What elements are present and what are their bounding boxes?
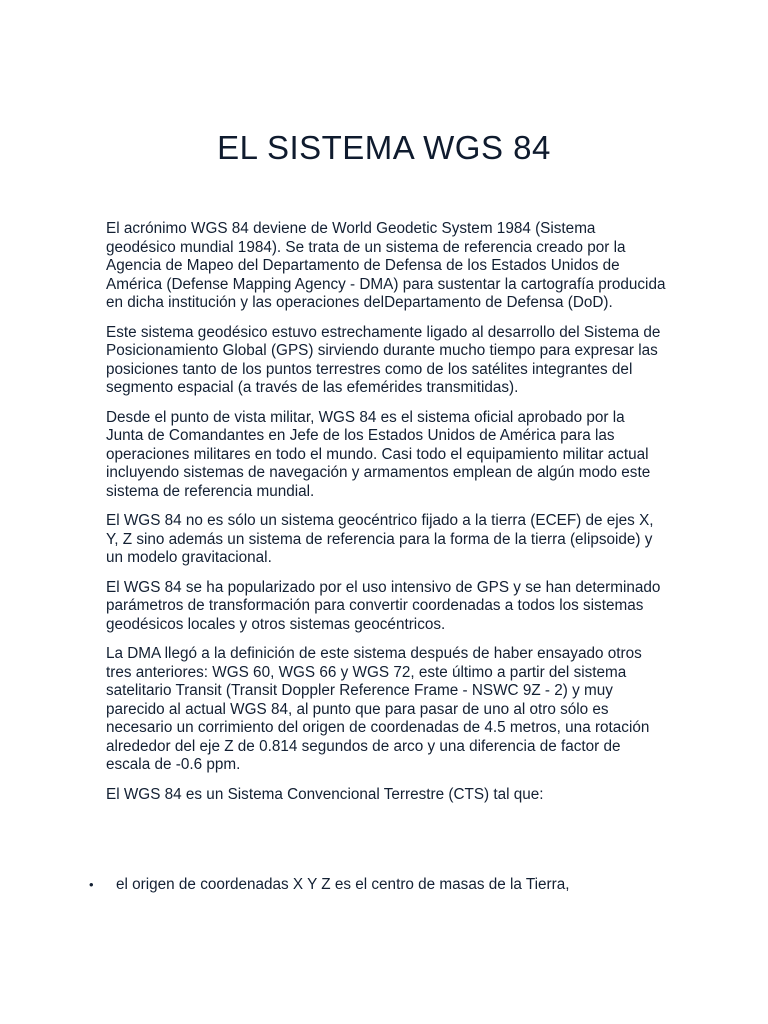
- paragraph-gps-relation-line-2: Posicionamiento Global (GPS) sirviendo durante mucho tiempo para expresar las posiciones tanto de los puntos terrestres como de los satélites integrantes del segmento espacial (a través de las efemérides transmitidas).: [106, 342, 658, 396]
- list-item: [0, 876, 768, 895]
- bullet-dot-icon: •: [89, 877, 94, 892]
- paragraph-military-use: Desde el punto de vista militar, WGS 84 es el sistema oficial aprobado por la Junta de Comandantes en Jefe de los Estados Unidos de América para las operaciones militares en todo el mundo. Casi todo el equipamiento militar actual incluyendo sistemas de navegación y armamentos emplean de algún modo este sistema de referencia mundial.: [106, 408, 651, 500]
- bullet-list: [0, 876, 768, 895]
- list-item-text: el origen de coordenadas X Y Z es el centro de masas de la Tierra,: [116, 876, 570, 893]
- paragraph-wgs84-acronym: El acrónimo WGS 84 deviene de World Geodetic System 1984 (Sistema geodésico mundial 1984). Se trata de un sistema de referencia creado por la Agencia de Mapeo del Departamento de Defensa de los Estados Unidos de América (Defense Mapping Agency - DMA) para sustentar la cartografía producida en dicha institución y las operaciones delDepartamento de Defensa (DoD).: [106, 220, 666, 311]
- document-body: [106, 220, 666, 815]
- document-title: EL SISTEMA WGS 84: [217, 129, 551, 166]
- paragraph-dma-history: La DMA llegó a la definición de este sistema después de haber ensayado otros tres anteriores: WGS 60, WGS 66 y WGS 72, este último a partir del sistema satelitario Transit (Transit Doppler Reference Frame - NSWC 9Z - 2) y muy parecido al actual WGS 84, al punto que para pasar de uno al otro sólo es necesario un corrimiento del origen de coordenadas de 4.5 metros, una rotación alrededor del eje Z de 0.814 segundos de arco y una diferencia de factor de escala de -0.6 ppm.: [106, 645, 650, 773]
- paragraph-gps-relation: [106, 324, 666, 398]
- paragraph-gps-relation-line-1: Este sistema geodésico estuvo estrechamente ligado al desarrollo del Sistema de: [106, 323, 661, 341]
- paragraph-ecef: El WGS 84 no es sólo un sistema geocéntrico fijado a la tierra (ECEF) de ejes X, Y, Z sino además un sistema de referencia para la forma de la tierra (elipsoide) y un modelo gravitacional.: [106, 512, 654, 566]
- paragraph-gps-popularity: El WGS 84 se ha popularizado por el uso intensivo de GPS y se han determinado parámetros de transformación para convertir coordenadas a todos los sistemas geodésicos locales y otros sistemas geocéntricos.: [106, 578, 661, 633]
- paragraph-cts: El WGS 84 es un Sistema Convencional Terrestre (CTS) tal que:: [106, 785, 544, 803]
